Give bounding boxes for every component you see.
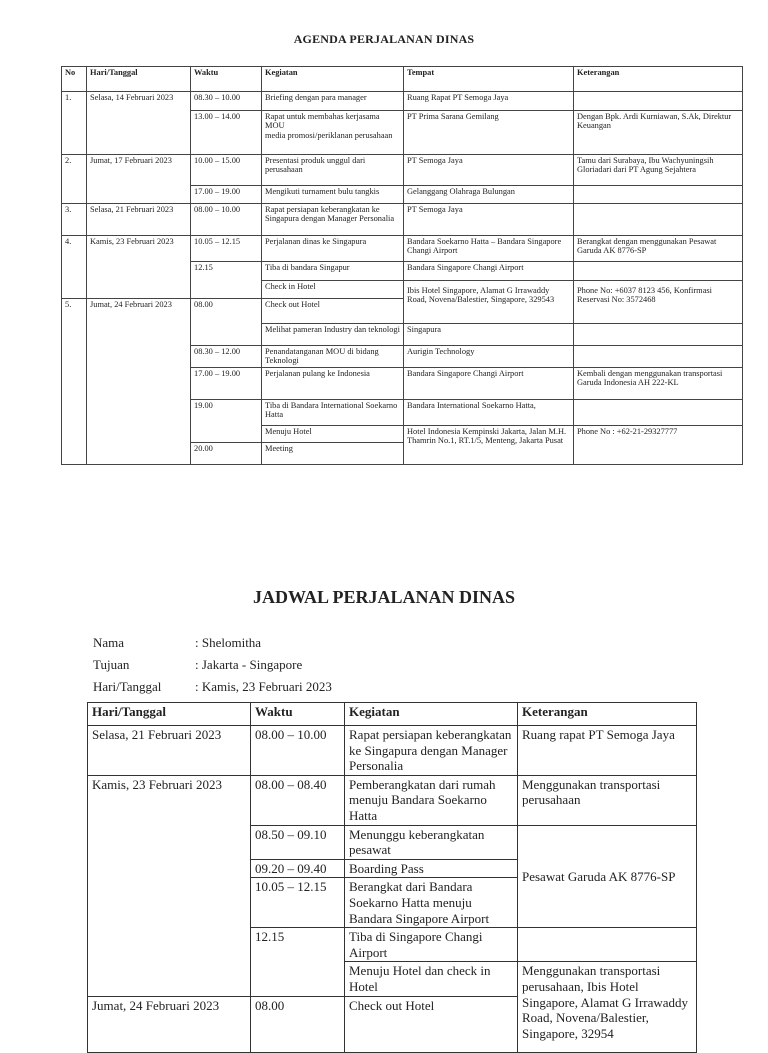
row-note: Tamu dari Surabaya, Ibu Wachyuningsih Gloriadari dari PT Agung Sejahtera <box>574 155 743 186</box>
row-day: Selasa, 21 Februari 2023 <box>88 726 251 776</box>
row-time: 17.00 – 19.00 <box>191 368 262 400</box>
row-day: Jumat, 17 Februari 2023 <box>87 155 191 204</box>
row-time: 09.20 – 09.40 <box>251 859 345 878</box>
row-activity: Tiba di Singapore Changi Airport <box>345 928 518 962</box>
row-activity: Presentasi produk unggul dari perusahaan <box>262 155 404 186</box>
col-no: No <box>62 67 87 92</box>
row-note <box>574 346 743 368</box>
row-activity: Tiba di bandara Singapur <box>262 262 404 281</box>
row-activity: Rapat persiapan keberangkatan ke Singapura dengan Manager Personalia <box>262 204 404 236</box>
row-no: 1. <box>62 92 87 155</box>
row-activity: Briefing dengan para manager <box>262 92 404 111</box>
table-row <box>88 775 697 825</box>
col-day: Hari/Tanggal <box>87 67 191 92</box>
table-row <box>62 155 743 186</box>
row-day: Jumat, 24 Februari 2023 <box>88 996 251 1052</box>
col-day: Hari/Tanggal <box>88 703 251 726</box>
row-time: 20.00 <box>191 443 262 465</box>
col-note: Keterangan <box>574 67 743 92</box>
row-no: 4. <box>62 236 87 299</box>
row-activity: Tiba di Bandara International Soekarno Hatta <box>262 400 404 426</box>
row-place: Ibis Hotel Singapore, Alamat G Irrawaddy Road, Novena/Balestier, Singapore, 329543 <box>404 281 574 324</box>
row-place: Aurigin Technology <box>404 346 574 368</box>
row-place: Ruang Rapat PT Semoga Jaya <box>404 92 574 111</box>
row-day: Jumat, 24 Februari 2023 <box>87 299 191 465</box>
table-row <box>62 236 743 262</box>
row-time: 08.30 – 10.00 <box>191 92 262 111</box>
col-time: Waktu <box>191 67 262 92</box>
jadwal-title: JADWAL PERJALANAN DINAS <box>252 587 516 607</box>
row-activity: Check out Hotel <box>345 996 518 1052</box>
row-note: Pesawat Garuda AK 8776-SP <box>518 825 697 928</box>
row-note: Phone No: +6037 8123 456, Konfirmasi Reservasi No: 3572468 <box>574 281 743 324</box>
row-time: 08.00 – 10.00 <box>251 726 345 776</box>
row-place: Gelanggang Olahraga Bulungan <box>404 186 574 204</box>
info-label: Nama <box>93 635 125 650</box>
row-day: Selasa, 21 Februari 2023 <box>87 204 191 236</box>
row-activity: Perjalanan dinas ke Singapura <box>262 236 404 262</box>
row-time: 10.05 – 12.15 <box>191 236 262 262</box>
row-note <box>574 92 743 111</box>
row-time: 08.00 – 08.40 <box>251 775 345 825</box>
agenda-table <box>61 66 743 465</box>
row-note: Phone No : +62-21-29327777 <box>574 426 743 465</box>
row-time: 12.15 <box>191 262 262 299</box>
row-note <box>574 324 743 346</box>
table-row <box>62 92 743 111</box>
row-note: Menggunakan transportasi perusahaan <box>518 775 697 825</box>
col-activity: Kegiatan <box>345 703 518 726</box>
row-place: PT Prima Sarana Gemilang <box>404 111 574 155</box>
row-time: 17.00 – 19.00 <box>191 186 262 204</box>
row-place: Bandara International Soekarno Hatta, <box>404 400 574 426</box>
col-place: Tempat <box>404 67 574 92</box>
row-time: 08.50 – 09.10 <box>251 825 345 859</box>
row-time: 13.00 – 14.00 <box>191 111 262 155</box>
row-activity: Rapat untuk membahas kerjasama MOU media promosi/periklanan perusahaan <box>262 111 404 155</box>
row-place: Bandara Singapore Changi Airport <box>404 262 574 281</box>
table-row <box>62 204 743 236</box>
col-activity: Kegiatan <box>262 67 404 92</box>
agenda-title: AGENDA PERJALANAN DINAS <box>293 32 475 46</box>
row-activity: Boarding Pass <box>345 859 518 878</box>
row-place: Bandara Soekarno Hatta – Bandara Singapore Changi Airport <box>404 236 574 262</box>
row-no: 2. <box>62 155 87 204</box>
row-time: 10.00 – 15.00 <box>191 155 262 186</box>
agenda-header-row <box>62 67 743 92</box>
row-place: Hotel Indonesia Kempinski Jakarta, Jalan M.H. Thamrin No.1, RT.1/5, Menteng, Jakarta Pusat <box>404 426 574 465</box>
col-note: Keterangan <box>518 703 697 726</box>
info-value: : Jakarta - Singapore <box>195 657 303 672</box>
table-row <box>88 726 697 776</box>
row-note: Menggunakan transportasi perusahaan, Ibis Hotel Singapore, Alamat G Irrawaddy Road, Novena/Balestier, Singapore, 32954 <box>518 962 697 1052</box>
row-place: PT Semoga Jaya <box>404 155 574 186</box>
row-activity: Menunggu keberangkatan pesawat <box>345 825 518 859</box>
row-note <box>574 186 743 204</box>
row-activity: Rapat persiapan keberangkatan ke Singapura dengan Manager Personalia <box>345 726 518 776</box>
row-activity: Menuju Hotel <box>262 426 404 443</box>
col-time: Waktu <box>251 703 345 726</box>
row-note: Dengan Bpk. Ardi Kurniawan, S.Ak, Direktur Keuangan <box>574 111 743 155</box>
row-time: 08.00 <box>191 299 262 346</box>
row-no: 5. <box>62 299 87 465</box>
row-activity: Berangkat dari Bandara Soekarno Hatta menuju Bandara Singapore Airport <box>345 878 518 928</box>
info-label: Hari/Tanggal <box>93 679 162 694</box>
row-activity: Pemberangkatan dari rumah menuju Bandara Soekarno Hatta <box>345 775 518 825</box>
jadwal-header-row <box>88 703 697 726</box>
info-hari-tanggal <box>93 679 332 695</box>
row-activity: Perjalanan pulang ke Indonesia <box>262 368 404 400</box>
row-note: Berangkat dengan menggunakan Pesawat Garuda AK 8776-SP <box>574 236 743 262</box>
row-activity: Check in Hotel <box>262 281 404 299</box>
row-activity: Melihat pameran Industry dan teknologi <box>262 324 404 346</box>
row-time: 08.00 <box>251 996 345 1052</box>
row-activity: Mengikuti turnament bulu tangkis <box>262 186 404 204</box>
info-value: : Shelomitha <box>195 635 262 650</box>
row-time: 08.30 – 12.00 <box>191 346 262 368</box>
row-day: Kamis, 23 Februari 2023 <box>88 775 251 996</box>
row-time: 19.00 <box>191 400 262 443</box>
row-time: 10.05 – 12.15 <box>251 878 345 928</box>
row-activity: Check out Hotel <box>262 299 404 324</box>
row-place: PT Semoga Jaya <box>404 204 574 236</box>
row-activity: Meeting <box>262 443 404 465</box>
info-label: Tujuan <box>93 657 130 672</box>
row-day: Selasa, 14 Februari 2023 <box>87 92 191 155</box>
row-place: Bandara Singapore Changi Airport <box>404 368 574 400</box>
row-note <box>574 262 743 281</box>
row-note: Kembali dengan menggunakan transportasi Garuda Indonesia AH 222-KL <box>574 368 743 400</box>
jadwal-table <box>87 702 697 1053</box>
row-note: Ruang rapat PT Semoga Jaya <box>518 726 697 776</box>
info-value: : Kamis, 23 Februari 2023 <box>195 679 332 694</box>
row-note <box>518 928 697 962</box>
row-activity: Penandatanganan MOU di bidang Teknologi <box>262 346 404 368</box>
row-note <box>574 400 743 426</box>
row-place: Singapura <box>404 324 574 346</box>
row-time: 12.15 <box>251 928 345 996</box>
row-activity: Menuju Hotel dan check in Hotel <box>345 962 518 996</box>
row-time: 08.00 – 10.00 <box>191 204 262 236</box>
info-tujuan <box>93 657 302 673</box>
row-note <box>574 204 743 236</box>
row-no: 3. <box>62 204 87 236</box>
info-nama <box>93 635 261 651</box>
row-day: Kamis, 23 Februari 2023 <box>87 236 191 299</box>
